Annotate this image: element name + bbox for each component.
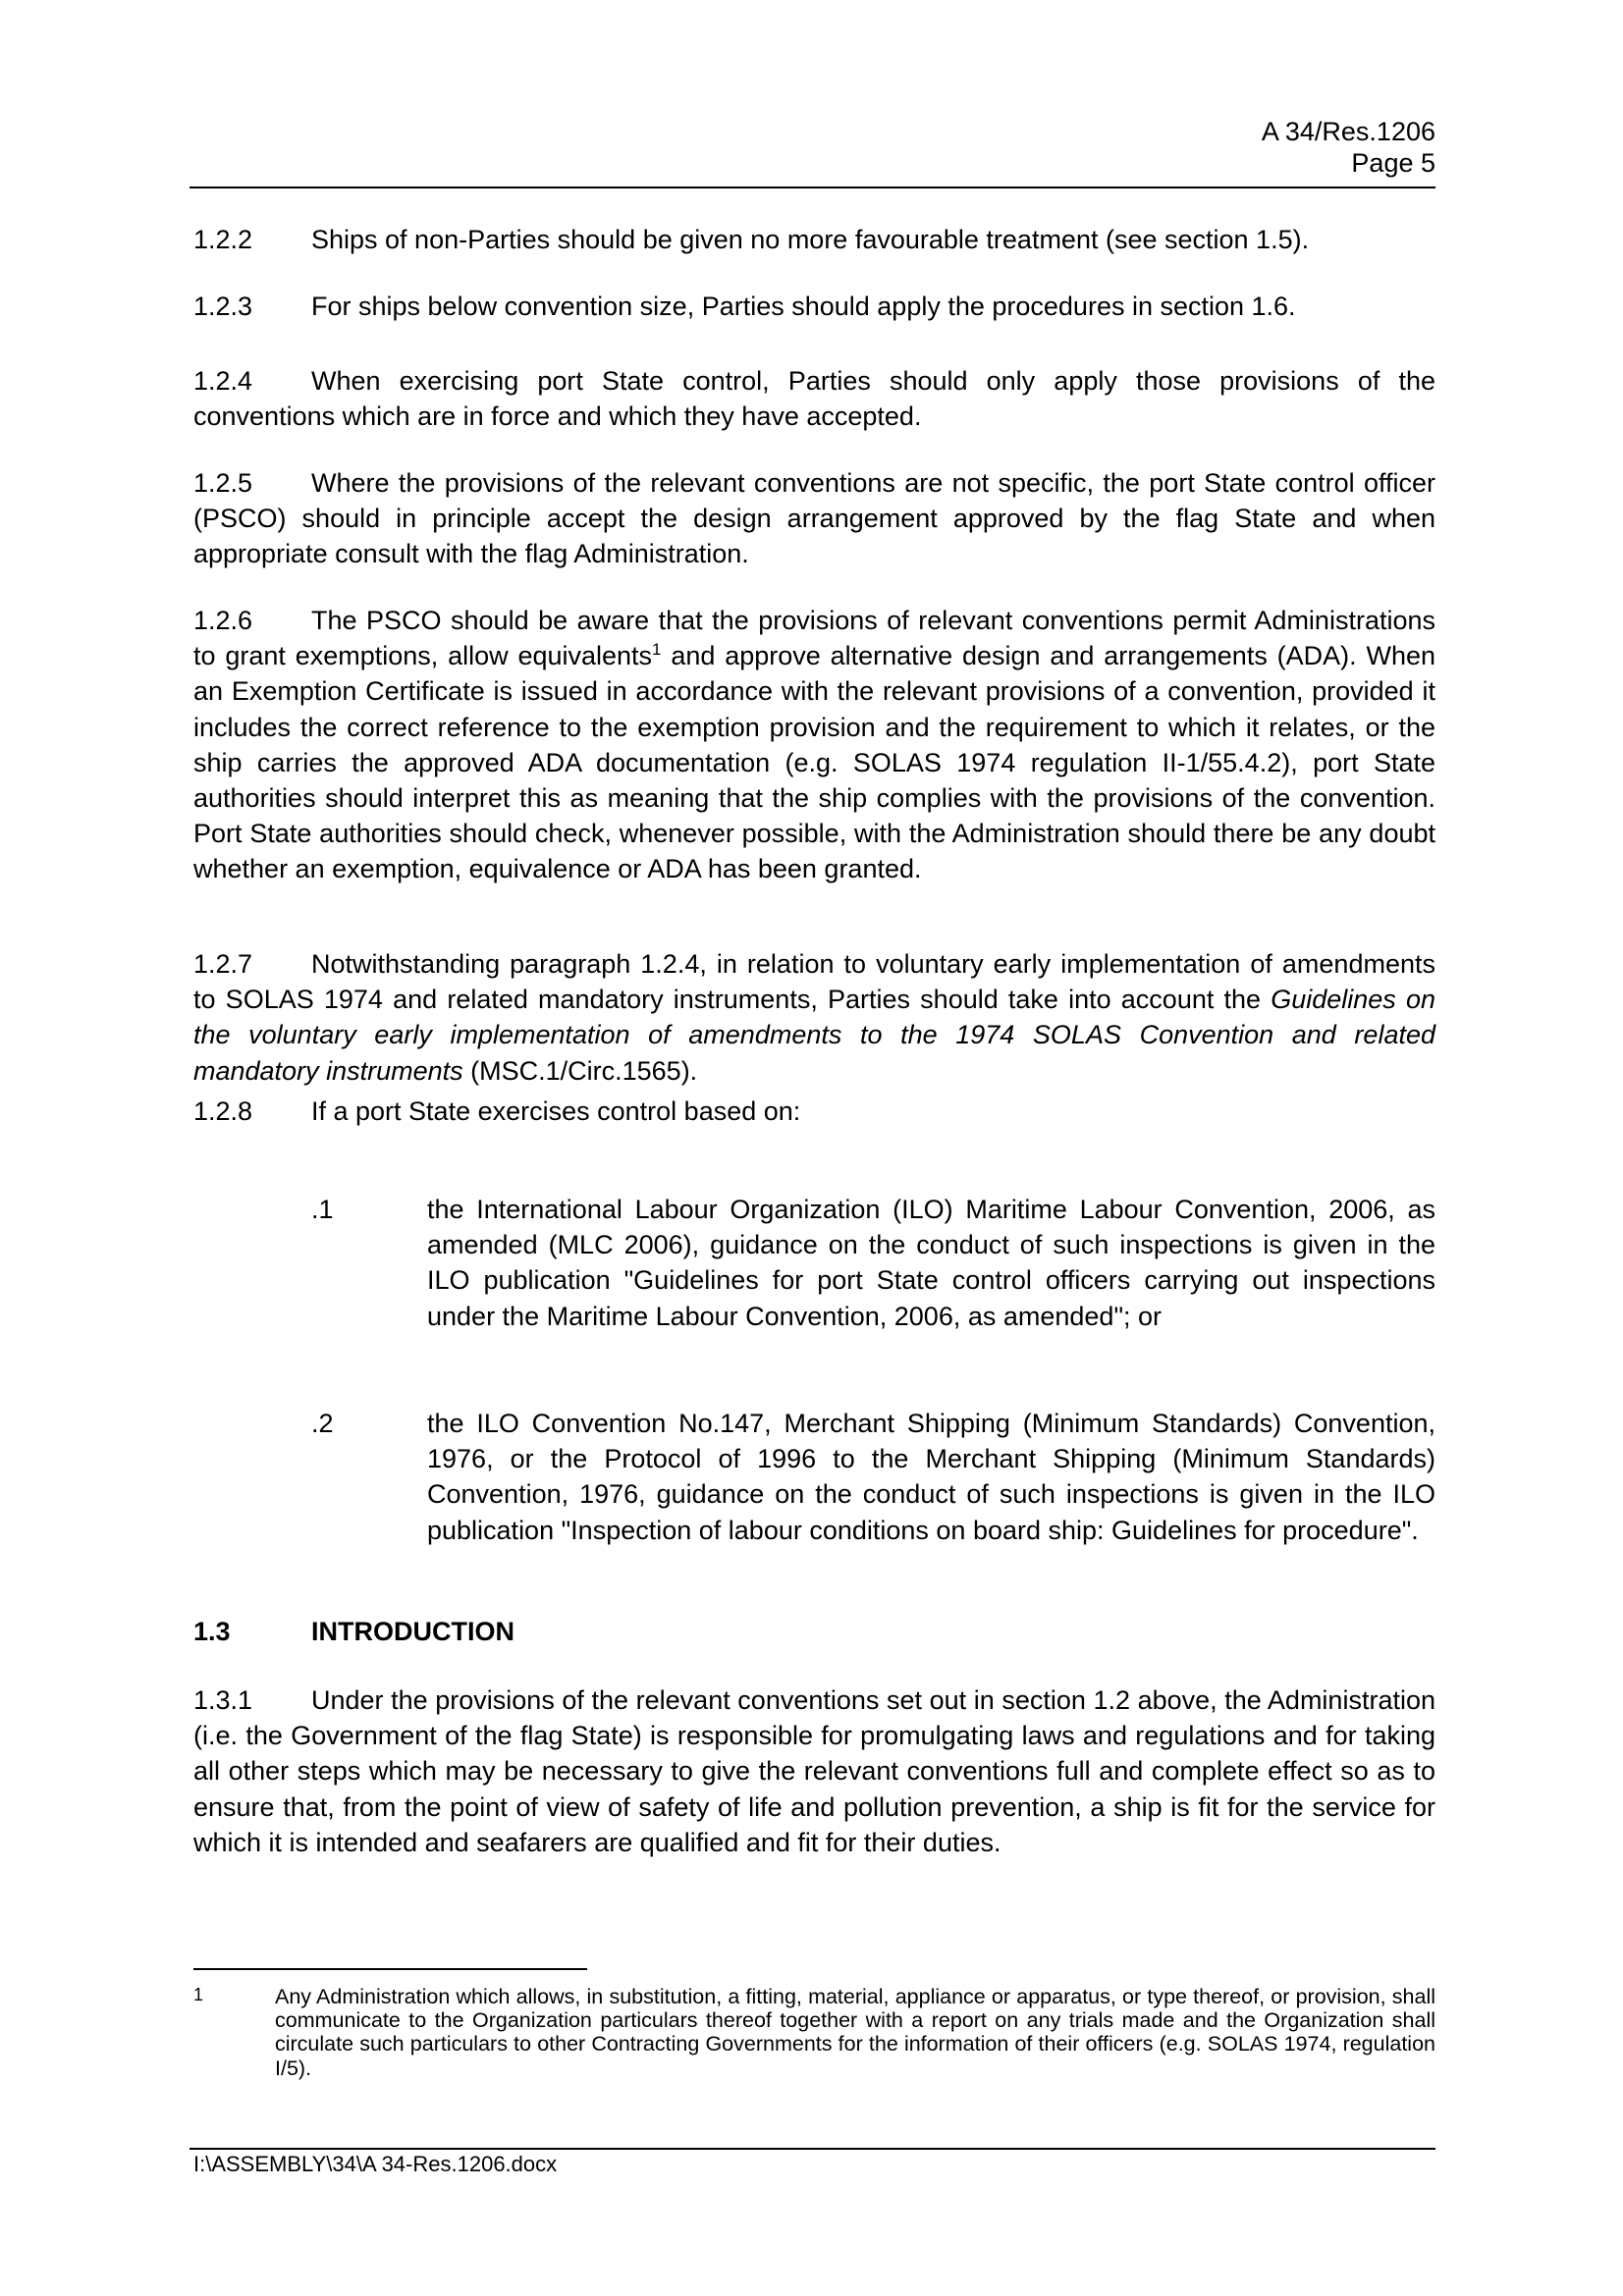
paragraph-text: Where the provisions of the relevant conventions are not specific, the port State control officer (PSCO) should in principle accept the design arrangement approved by the flag State and when appropriate consult with the flag Administration. [193,468,1435,569]
paragraph-number: 1.2.8 [193,1096,253,1126]
paragraph-1-2-2 [193,222,1435,257]
paragraph-text: For ships below convention size, Parties should apply the procedures in section 1.6. [311,292,1296,321]
paragraph-text-cont: (MSC.1/Circ.1565). [462,1055,698,1086]
footer-rule [189,2148,1435,2150]
paragraph-1-2-8 [193,1094,1435,1129]
paragraph-text: When exercising port State control, Parties should only apply those provisions of the conventions which are in force and which they have accepted. [193,366,1435,432]
paragraph-text: Notwithstanding paragraph 1.2.4, in relation to voluntary early implementation of amendments to SOLAS 1974 and related mandatory instruments, Parties should take into account the [193,949,1435,1015]
paragraph-1-2-5 [193,465,1435,572]
paragraph-number: 1.2.5 [193,468,253,498]
header-rule [189,187,1435,188]
footnote-separator [193,1968,587,1970]
paragraph-1-2-7 [193,946,1435,1089]
paragraph-1-2-3 [193,289,1435,324]
paragraph-number: 1.3.1 [193,1685,253,1715]
guidelines-title: Guidelines on the voluntary early implementation of amendments to the 1974 SOLAS Convention and related mandatory instruments [193,985,1435,1086]
list-item-text: the International Labour Organization (ILO) Maritime Labour Convention, 2006, as amended (MLC 2006), guidance on the conduct of such inspections is given in the ILO publication "Guidelines for port State control officers carrying out inspections under the Maritime Labour Convention, 2006, as amended"; or [427,1195,1435,1331]
paragraph-text-cont: and approve alternative design and arrangements (ADA). When an Exemption Certificate is issued in accordance with the relevant provisions of a convention, provided it includes the correct reference to the exemption provision and the requirement to which it relates, or the ship carries the approved ADA documentation (e.g. SOLAS 1974 regulation II-1/55.4.2), port State authorities should interpret this as meaning that the ship complies with the provisions of the convention. Port State authorities should check, whenever possible, with the Administration should there be any doubt whether an exemption, equivalence or ADA has been granted. [193,641,1436,884]
paragraph-text: The PSCO should be aware that the provisions of relevant conventions permit Administrations to grant exemptions, allow equivalents [193,606,1435,671]
paragraph-number: 1.2.3 [193,292,253,321]
footnote-reference[interactable]: 1 [652,640,662,660]
list-item-text: the ILO Convention No.147, Merchant Shipping (Minimum Standards) Convention, 1976, or the Protocol of 1996 to the Merchant Shipping (Minimum Standards) Convention, 1976, guidance on the conduct of such inspections is given in the ILO publication "Inspection of labour conditions on board ship: Guidelines for procedure". [427,1409,1435,1545]
paragraph-number: 1.2.7 [193,949,253,979]
paragraph-1-3-1 [193,1682,1435,1860]
footnote-text: Any Administration which allows, in substitution, a fitting, material, appliance or apparatus, or type thereof, or provision, shall communicate to the Organization particulars thereof together with a report on any trials made and the Organization shall circulate such particulars to other Contracting Governments for the information of their officers (e.g. SOLAS 1974, regulation I/5). [275,1985,1435,2080]
paragraph-1-2-4 [193,363,1435,434]
paragraph-number: 1.2.2 [193,225,253,254]
paragraph-text: If a port State exercises control based on: [311,1096,801,1126]
section-title: INTRODUCTION [311,1617,514,1646]
section-number: 1.3 [193,1617,231,1646]
paragraph-1-2-6 [193,603,1435,887]
paragraph-number: 1.2.4 [193,366,253,396]
paragraph-number: 1.2.6 [193,606,253,635]
section-heading [193,1614,514,1649]
paragraph-text: Ships of non-Parties should be given no more favourable treatment (see section 1.5). [311,225,1310,254]
header-page-label: Page 5 [1351,148,1435,178]
header-doc-ref: A 34/Res.1206 [1261,117,1435,146]
list-item-number: .2 [311,1409,334,1438]
footnote-number: 1 [193,1985,204,2004]
footer-file-path: I:\ASSEMBLY\34\A 34-Res.1206.docx [193,2152,558,2176]
list-item-number: .1 [311,1195,334,1224]
paragraph-text: Under the provisions of the relevant conventions set out in section 1.2 above, the Administration (i.e. the Government of the flag State) is responsible for promulgating laws and regulations and for taking all other steps which may be necessary to give the relevant conventions full and complete effect so as to ensure that, from the point of view of safety of life and pollution prevention, a ship is fit for the service for which it is intended and seafarers are qualified and fit for their duties. [193,1685,1435,1857]
